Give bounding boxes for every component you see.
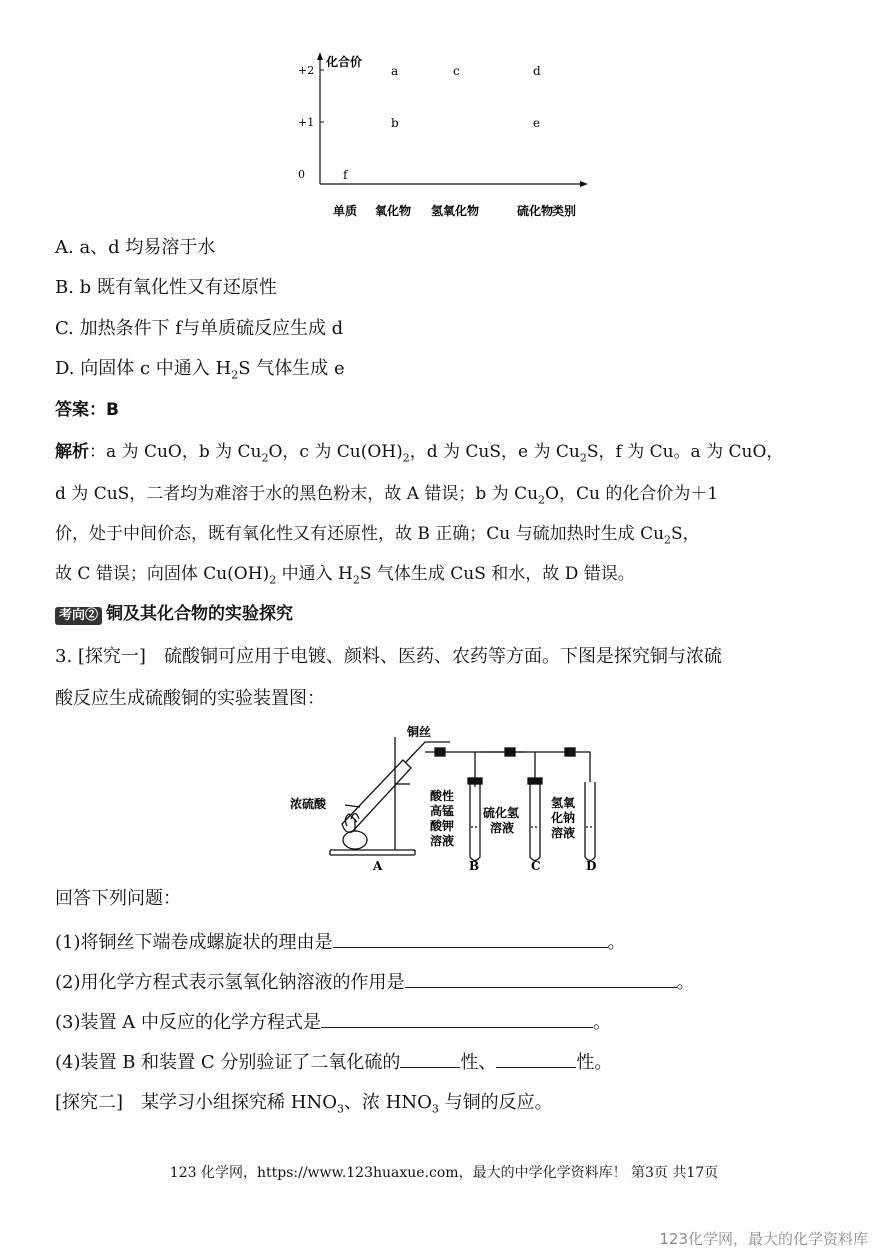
option-d: D. 向固体 c 中通入 $H_2S$ 气体生成 e <box>55 358 345 382</box>
tube-b <box>470 782 480 861</box>
section-title: 铜及其化合物的实验探究 <box>106 604 294 624</box>
explore-two: [探究二] 某学习小组探究稀 $HNO_3$、浓 $HNO_3$ 与铜的反应。 <box>55 1092 553 1116</box>
x-categories <box>333 203 553 218</box>
answer-blank-4a[interactable] <box>400 1049 460 1068</box>
answer-blank-2[interactable] <box>405 969 677 988</box>
svg-text:B: B <box>469 859 480 873</box>
questions-intro: 回答下列问题： <box>55 888 181 909</box>
svg-text:化钠: 化钠 <box>551 811 576 825</box>
point-d: d <box>533 64 541 78</box>
option-c: C. 加热条件下 f与单质硫反应生成 d <box>55 318 344 339</box>
svg-text:溶液: 溶液 <box>551 826 576 840</box>
alcohol-lamp <box>343 831 367 849</box>
analysis-line-1: 解析：a 为 CuO，b 为 $Cu_2O$，c 为 $Cu(OH)_2$，d 为 CuS，e 为 $Cu_2S$，f 为 Cu。a 为 CuO， <box>55 442 784 465</box>
svg-text:C: C <box>531 859 541 873</box>
copper-wire-label: 铜丝 <box>407 725 432 739</box>
x-axis-arrow <box>580 181 588 187</box>
x-category-label: 硫化物 <box>516 204 554 218</box>
svg-text:氢氧: 氢氧 <box>551 796 576 810</box>
point-a: a <box>391 64 399 78</box>
y-axis-label: 化合价 <box>326 55 363 69</box>
svg-text:酸性: 酸性 <box>430 789 455 803</box>
option-a: A. a、d 均易溶于水 <box>55 237 216 258</box>
point-f: f <box>343 168 348 182</box>
h2s-label <box>483 805 519 835</box>
x-category-label: 氢氧化物 <box>430 204 480 218</box>
y-tick-label: +2 <box>298 64 315 77</box>
flame <box>351 814 359 820</box>
answer-blank-1[interactable] <box>333 929 608 948</box>
y-tick-label: +1 <box>298 116 315 129</box>
question-4: (4)装置 B 和装置 C 分别验证了二氧化硫的 性、 性。 <box>55 1049 612 1075</box>
point-e: e <box>533 116 541 130</box>
svg-text:高锰: 高锰 <box>430 804 455 818</box>
valence-category-chart <box>290 52 600 227</box>
tube-d <box>585 782 595 861</box>
section-heading <box>55 602 293 626</box>
naoh-label <box>550 795 576 840</box>
tube-a <box>342 760 411 832</box>
svg-text:A: A <box>373 859 383 873</box>
answer-blank-3[interactable] <box>321 1009 593 1028</box>
question-line-1: 3. [探究一] 硫酸铜可应用于电镀、颜料、医药、农药等方面。下图是探究铜与浓硫 <box>55 646 722 667</box>
point-c: c <box>453 64 460 78</box>
apparatus-diagram <box>285 722 615 877</box>
analysis-line-2: d 为 CuS，二者均为难溶于水的黑色粉末，故 A 错误；b 为 $Cu_2O$，Cu 的化合价为＋1 <box>55 484 719 507</box>
question-line-2: 酸反应生成硫酸铜的实验装置图： <box>55 688 325 709</box>
point-b: b <box>391 116 399 130</box>
device-labels <box>372 859 596 873</box>
data-points <box>343 64 541 182</box>
question-1: (1)将铜丝下端卷成螺旋状的理由是 。 <box>55 929 626 955</box>
question-2: (2)用化学方程式表示氢氧化钠溶液的作用是 。 <box>55 969 695 995</box>
answer-blank-4b[interactable] <box>496 1049 576 1068</box>
section-tag: 考向② <box>55 607 102 625</box>
svg-text:溶液: 溶液 <box>430 834 455 848</box>
x-category-label: 氧化物 <box>374 204 412 218</box>
svg-text:D: D <box>586 859 597 873</box>
svg-text:酸钾: 酸钾 <box>430 819 455 833</box>
tube-cd <box>535 752 590 782</box>
page-footer: 123 化学网，https://www.123huaxue.com，最大的中学化学资料库！ 第3页 共17页 <box>169 1165 719 1181</box>
y-axis-arrow <box>317 52 323 60</box>
analysis-line-3: 价，处于中间价态，既有氧化性又有还原性，故 B 正确；Cu 与硫加热时生成 $Cu_2S$， <box>55 524 700 547</box>
tube-c <box>530 782 540 861</box>
watermark: 123化学网，最大的化学资料库 <box>659 1230 868 1248</box>
y-tick-label: 0 <box>298 168 305 181</box>
acid-label: 浓硫酸 <box>290 797 327 811</box>
answer: 答案：B <box>55 400 119 420</box>
analysis-line-4: 故 C 错误；向固体 $Cu(OH)_2$ 中通入 $H_2S$ 气体生成 CuS 和水，故 D 错误。 <box>55 564 635 587</box>
x-category-label: 单质 <box>332 204 358 218</box>
kmno4-label <box>430 788 454 848</box>
svg-text:硫化氢: 硫化氢 <box>483 806 520 820</box>
svg-text:溶液: 溶液 <box>490 821 515 835</box>
question-3: (3)装置 A 中反应的化学方程式是 。 <box>55 1009 611 1035</box>
x-axis-label: 类别 <box>552 204 577 218</box>
option-b: B. b 既有氧化性又有还原性 <box>55 277 277 298</box>
